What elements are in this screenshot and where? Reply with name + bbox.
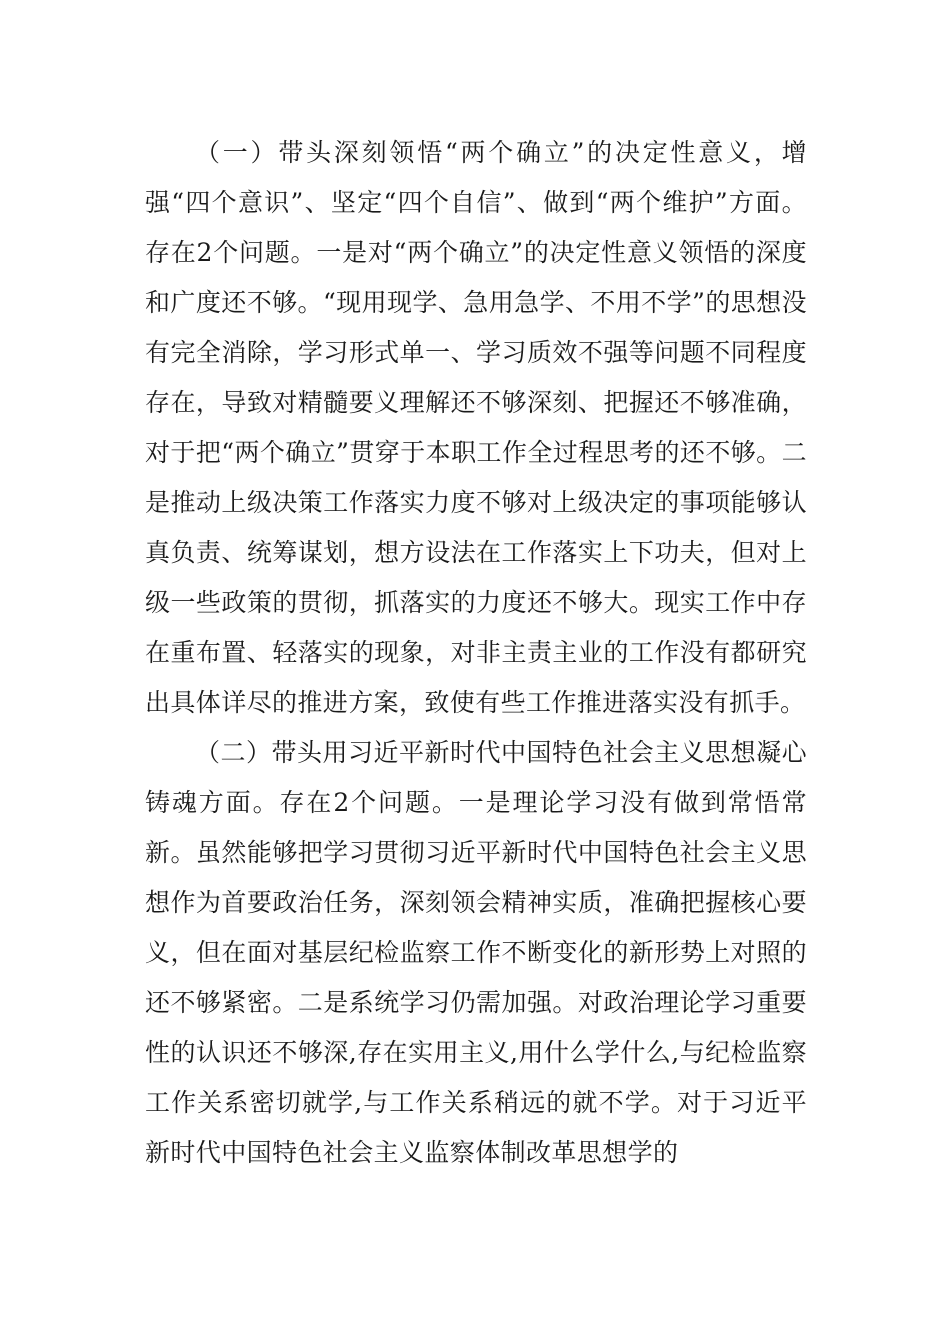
paragraph-2: （二）带头用习近平新时代中国特色社会主义思想凝心铸魂方面。存在2个问题。一是理论学习没有做到常悟常新。虽然能够把学习贯彻习近平新时代中国特色社会主义思想作为首要政治任务，深刻领会精神实质，准确把握核心要义，但在面对基层纪检监察工作不断变化的新形势上对照的还不够紧密。二是系统学习仍需加强。对政治理论学习重要性的认识还不够深,存在实用主义,用什么学什么,与纪检监察工作关系密切就学,与工作关系稍远的就不学。对于习近平新时代中国特色社会主义监察体制改革思想学的 (145, 738, 807, 1167)
document-page (145, 128, 807, 1178)
paragraph-1: （一）带头深刻领悟“两个确立”的决定性意义，增强“四个意识”、坚定“四个自信”、做到“两个维护”方面。存在2个问题。一是对“两个确立”的决定性意义领悟的深度和广度还不够。“现用现学、急用急学、不用不学”的思想没有完全消除，学习形式单一、学习质效不强等问题不同程度存在，导致对精髓要义理解还不够深刻、把握还不够准确，对于把“两个确立”贯穿于本职工作全过程思考的还不够。二是推动上级决策工作落实力度不够对上级决定的事项能够认真负责、统筹谋划，想方设法在工作落实上下功夫，但对上级一些政策的贯彻，抓落实的力度还不够大。现实工作中存在重布置、轻落实的现象，对非主责主业的工作没有都研究出具体详尽的推进方案，致使有些工作推进落实没有抓手。 (145, 138, 807, 717)
